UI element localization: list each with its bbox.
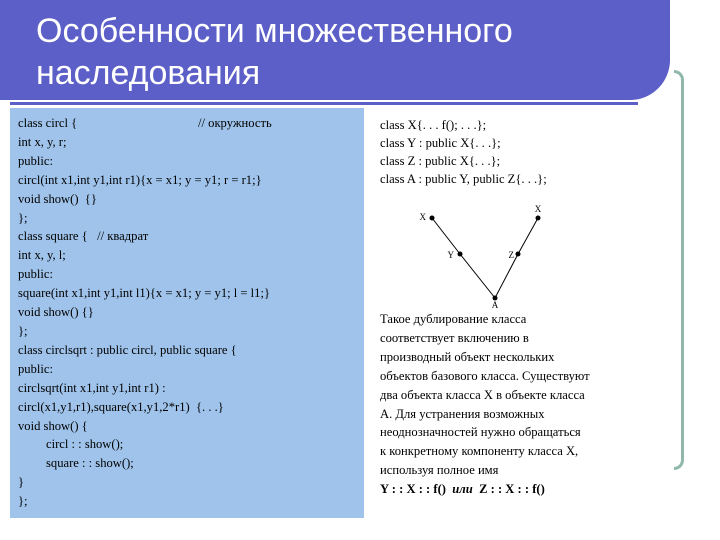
node-label-a: A (491, 300, 499, 310)
description-line: объектов базового класса. Существуют (380, 368, 590, 383)
code-line (18, 190, 364, 209)
code-text: int x, y, l; (18, 248, 66, 263)
description-line: к конкретному компоненту класса X, (380, 444, 579, 459)
code-line: class Y : public X{. . .}; (380, 136, 501, 150)
code-line (18, 417, 364, 436)
code-listing-left (10, 108, 364, 518)
code-line: class X{. . . f(); . . .}; (380, 118, 487, 132)
code-text: circl : : show(); (46, 437, 124, 452)
code-text: }; (18, 323, 28, 338)
node-label-y: Y (447, 250, 454, 260)
syntax-part-2: Z : : X : : f() (472, 482, 545, 496)
node-y (458, 252, 463, 257)
description-line: производный объект нескольких (380, 349, 555, 364)
code-line (18, 360, 364, 379)
node-label-x-left: X (419, 212, 426, 222)
title-line-1: Особенности множественного (36, 12, 513, 50)
code-line (18, 435, 364, 454)
code-text: circl(int x1,int y1,int r1){x = x1; y = y1; r = r1;} (18, 172, 262, 187)
code-text: void show() {} (18, 305, 94, 320)
code-text: }; (18, 210, 28, 225)
qualified-name-syntax (380, 482, 545, 497)
code-listing-right (380, 116, 700, 188)
code-text: square : : show(); (46, 456, 134, 471)
code-line (18, 322, 364, 341)
description-line: A. Для устранения возможных (380, 406, 545, 421)
syntax-part-1: Y : : X : : f() (380, 482, 453, 496)
title-divider (10, 102, 638, 105)
code-text: public: (18, 361, 53, 376)
code-line (18, 171, 364, 190)
code-line (18, 303, 364, 322)
edge-z-a (495, 254, 518, 298)
code-line (18, 398, 364, 417)
code-line: class A : public Y, public Z{. . .}; (380, 172, 547, 186)
code-line (18, 379, 364, 398)
code-text: public: (18, 267, 53, 282)
code-text: void show() { (18, 418, 88, 433)
description-line: используя полное имя (380, 463, 499, 478)
code-comment: // окружность (198, 116, 272, 130)
code-line (18, 227, 364, 246)
code-line (18, 492, 364, 511)
code-text: class circl { (18, 116, 78, 130)
code-line (18, 246, 364, 265)
code-line (18, 133, 364, 152)
description-line: соответствует включению в (380, 330, 529, 345)
code-text: } (18, 475, 25, 490)
code-text: circl(x1,y1,r1),square(x1,y1,2*r1) {. . .} (18, 399, 224, 414)
node-z (516, 252, 521, 257)
description-text (380, 310, 670, 480)
slide-title (36, 10, 656, 94)
code-text: public: (18, 153, 53, 168)
code-text: class square { // квадрат (18, 229, 149, 244)
title-line-2: наследования (36, 54, 261, 92)
node-label-z: Z (508, 250, 514, 260)
code-text: void show() {} (18, 191, 97, 206)
node-label-x-right: X (534, 204, 542, 214)
edge-y-a (460, 254, 495, 298)
code-line (18, 114, 364, 133)
code-text: class circlsqrt : public circl, public square { (18, 342, 237, 357)
description-line: два объекта класса X в объекте класса (380, 387, 585, 402)
code-line (18, 209, 364, 228)
code-line (18, 454, 364, 473)
description-line: Такое дублирование класса (380, 312, 527, 326)
code-line (18, 284, 364, 303)
node-x-right (536, 216, 541, 221)
edge-x-y (432, 218, 460, 254)
code-line (18, 341, 364, 360)
code-text: square(int x1,int y1,int l1){x = x1; y = y1; l = l1;} (18, 286, 271, 301)
syntax-or: или (452, 482, 473, 496)
code-text: int x, y, r; (18, 134, 67, 149)
edge-x-z (518, 218, 538, 254)
inheritance-diagram (410, 200, 560, 310)
description-line: неоднозначностей нужно обращаться (380, 425, 581, 440)
code-text: circlsqrt(int x1,int y1,int r1) : (18, 380, 166, 395)
code-line: class Z : public X{. . .}; (380, 154, 501, 168)
code-text: }; (18, 494, 28, 509)
code-line (18, 265, 364, 284)
code-line (18, 152, 364, 171)
code-line (18, 473, 364, 492)
node-x-left (430, 216, 435, 221)
